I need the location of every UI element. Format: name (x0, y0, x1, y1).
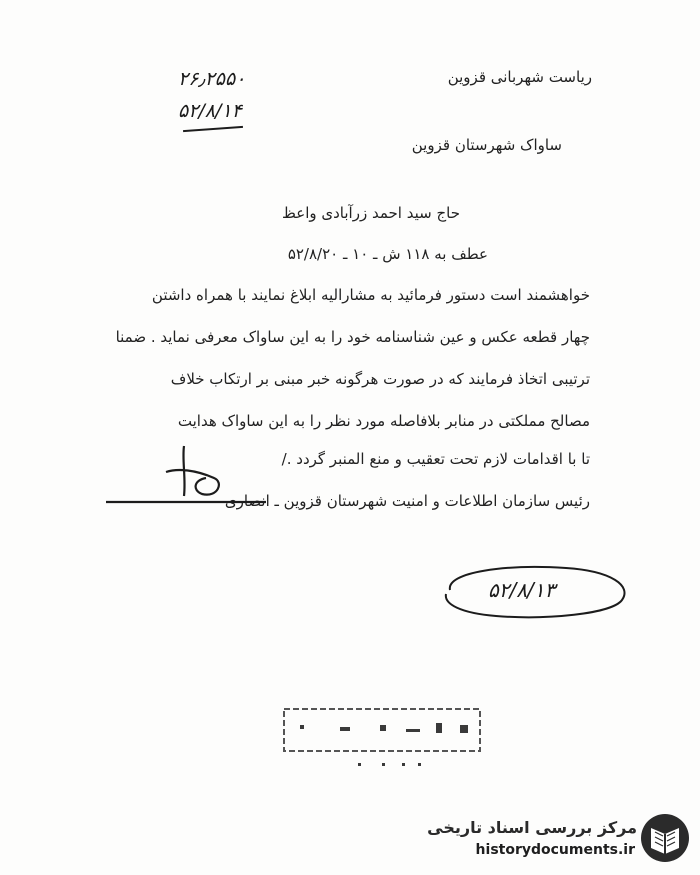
body-line-1: خواهشمند است دستور فرمائید به مشارالیه ابلاغ نمایند با همراه داشتن (151, 286, 590, 304)
watermark-title: مرکز بررسی اسناد تاریخی (427, 818, 637, 837)
reference-line: عطف به ۱۱۸ ش ـ ۱۰ ـ ۵۲/۸/۲۰ (287, 245, 488, 263)
watermark-url: historydocuments.ir (475, 842, 635, 858)
body-line-5: تا با اقدامات لازم تحت تعقیب و منع المنبر گردد ./ (281, 450, 590, 468)
recipient-line-2: ساواک شهرستان قزوین (411, 136, 562, 154)
body-line-3: ترتیبی اتخاذ فرمایند که در صورت هرگونه خبر مبنی بر ارتکاب خلاف (170, 370, 590, 388)
reference-date: ۵۲/۸/۱۴ (178, 100, 242, 122)
signature-line: رئیس سازمان اطلاعات و امنیت شهرستان قزوین ـ انصاری (224, 492, 590, 510)
subject-person: حاج سید احمد زرآبادی واعظ (282, 204, 460, 222)
reference-number: ۲۶٫۲۵۵۰ (178, 68, 246, 90)
handwritten-signature (96, 438, 276, 528)
watermark (400, 808, 695, 870)
body-line-2: چهار قطعه عکس و عین شناسنامه خود را به این ساواک معرفی نماید . ضمنا (115, 328, 590, 346)
faded-stamp (280, 705, 485, 775)
recipient-line-1: ریاست شهربانی قزوین (447, 68, 592, 86)
book-archive-icon (639, 812, 691, 864)
body-line-4: مصالح مملکتی در منابر بلافاصله مورد نظر را به این ساواک هدایت (177, 412, 590, 430)
stamp-date: ۵۲/۸/۱۳ (488, 578, 556, 602)
reference-date-underline (183, 126, 243, 132)
